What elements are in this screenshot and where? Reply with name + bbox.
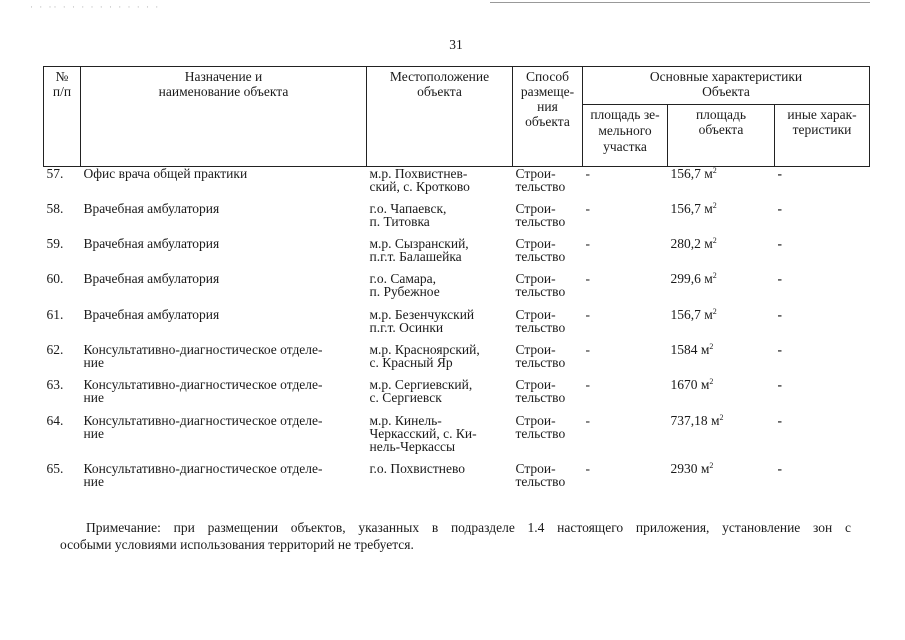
object-location: м.р. Кинель- Черкасский, с. Ки- нель-Черкассы	[369, 412, 477, 454]
placement-method: Строи- тельство	[515, 377, 566, 406]
object-location: м.р. Сергиевский, с. Сергиевск	[369, 377, 473, 406]
object-location: м.р. Похвистнев- ский, с. Кротково	[369, 166, 470, 194]
table-row	[44, 378, 870, 413]
object-area	[668, 272, 775, 307]
other-characteristics: -	[777, 306, 782, 322]
object-area	[668, 414, 775, 462]
object-area-unit-exponent: 2	[712, 236, 717, 246]
object-area	[668, 167, 775, 202]
objects-table	[43, 66, 870, 497]
object-area	[668, 343, 775, 378]
object-area-unit-exponent: 2	[719, 412, 724, 422]
header-name: Назначение и наименование объекта	[81, 67, 367, 167]
object-area	[668, 462, 775, 497]
placement-method: Строи- тельство	[515, 166, 566, 194]
table-row	[44, 414, 870, 462]
header-method-top: Способ размеще-	[520, 69, 575, 99]
object-name: Врачебная амбулатория	[83, 236, 220, 252]
object-area-unit-exponent: 2	[712, 271, 717, 281]
top-rule	[490, 2, 870, 3]
note	[60, 519, 851, 553]
land-area: -	[585, 306, 590, 322]
object-name: Врачебная амбулатория	[83, 200, 220, 216]
note-line-2: особыми условиями использования территорий не требуется.	[60, 537, 414, 552]
row-number: 65.	[46, 460, 64, 476]
object-name: Консультативно-диагностическое отделе- ние	[83, 377, 323, 406]
table-row	[44, 308, 870, 343]
object-area-unit-exponent: 2	[712, 166, 717, 175]
table-header	[44, 67, 870, 167]
note-line-1: Примечание: при размещении объектов, указанных в подразделе 1.4 настоящего приложения, установление зон с	[86, 520, 851, 535]
placement-method: Строи- тельство	[515, 412, 566, 441]
object-area-unit-exponent: 2	[709, 341, 714, 351]
table-body	[44, 167, 870, 497]
row-number: 63.	[46, 377, 64, 393]
placement-method: Строи- тельство	[515, 236, 566, 265]
table-row	[44, 272, 870, 307]
object-location: м.р. Безенчукский п.г.т. Осинки	[369, 306, 475, 335]
other-characteristics: -	[777, 200, 782, 216]
table-row	[44, 343, 870, 378]
table-row	[44, 237, 870, 272]
land-area: -	[585, 166, 590, 181]
object-location: г.о. Чапаевск, п. Титовка	[369, 200, 447, 229]
land-area: -	[585, 236, 590, 252]
object-area-value: 2930 м	[670, 460, 710, 476]
object-name: Консультативно-диагностическое отделе- ние	[83, 341, 323, 370]
object-area-value: 156,7 м	[670, 306, 713, 322]
other-characteristics: -	[777, 166, 782, 181]
other-characteristics: -	[777, 377, 782, 393]
other-characteristics: -	[777, 412, 782, 428]
row-number: 58.	[46, 200, 64, 216]
land-area: -	[585, 271, 590, 287]
placement-method: Строи- тельство	[515, 460, 566, 489]
table-row	[44, 462, 870, 497]
object-area-value: 280,2 м	[670, 236, 713, 252]
object-location: г.о. Похвистнево	[369, 460, 466, 476]
row-number: 61.	[46, 306, 64, 322]
object-area-value: 737,18 м	[670, 412, 720, 428]
table-row	[44, 167, 870, 202]
placement-method: Строи- тельство	[515, 271, 566, 300]
page-number: 31	[449, 37, 463, 52]
header-method-bottom: ния объекта	[525, 99, 570, 129]
land-area: -	[585, 412, 590, 428]
land-area: -	[585, 377, 590, 393]
object-area-value: 1670 м	[670, 377, 710, 393]
object-area	[668, 308, 775, 343]
header-other: иные харак- теристики	[775, 105, 870, 167]
land-area: -	[585, 460, 590, 476]
object-area	[668, 237, 775, 272]
object-name: Врачебная амбулатория	[83, 306, 220, 322]
header-land-area: площадь зе- мельного участка	[583, 105, 668, 167]
placement-method: Строи- тельство	[515, 200, 566, 229]
object-location: м.р. Красноярский, с. Красный Яр	[369, 341, 480, 370]
table-row	[44, 202, 870, 237]
object-area-unit-exponent: 2	[709, 460, 714, 470]
object-name: Врачебная амбулатория	[83, 271, 220, 287]
object-area-value: 299,6 м	[670, 271, 713, 287]
land-area: -	[585, 200, 590, 216]
header-main-characteristics: Основные характеристики Объекта	[583, 67, 870, 105]
placement-method: Строи- тельство	[515, 341, 566, 370]
header-object-area: площадь объекта	[668, 105, 775, 167]
object-name: Консультативно-диагностическое отделе- ние	[83, 460, 323, 489]
object-area-value: 1584 м	[670, 341, 710, 357]
object-name: Консультативно-диагностическое отделе- ние	[83, 412, 323, 441]
object-area-unit-exponent: 2	[712, 306, 717, 316]
header-method	[513, 67, 583, 167]
object-area	[668, 202, 775, 237]
header-location: Местоположение объекта	[367, 67, 513, 167]
row-number: 57.	[46, 166, 64, 181]
object-location: г.о. Самара, п. Рубежное	[369, 271, 440, 300]
row-number: 64.	[46, 412, 64, 428]
object-area	[668, 378, 775, 413]
other-characteristics: -	[777, 460, 782, 476]
other-characteristics: -	[777, 271, 782, 287]
land-area: -	[585, 341, 590, 357]
other-characteristics: -	[777, 236, 782, 252]
object-area-value: 156,7 м	[670, 200, 713, 216]
object-location: м.р. Сызранский, п.г.т. Балашейка	[369, 236, 469, 265]
scan-artifact: · · ·· · · · · · · · · · · ·	[30, 2, 161, 12]
other-characteristics: -	[777, 341, 782, 357]
object-area-unit-exponent: 2	[709, 377, 714, 387]
object-area-unit-exponent: 2	[712, 200, 717, 210]
object-name: Офис врача общей практики	[83, 166, 248, 181]
object-area-value: 156,7 м	[670, 166, 713, 181]
row-number: 62.	[46, 341, 64, 357]
row-number: 60.	[46, 271, 64, 287]
placement-method: Строи- тельство	[515, 306, 566, 335]
row-number: 59.	[46, 236, 64, 252]
header-num: № п/п	[44, 67, 81, 167]
